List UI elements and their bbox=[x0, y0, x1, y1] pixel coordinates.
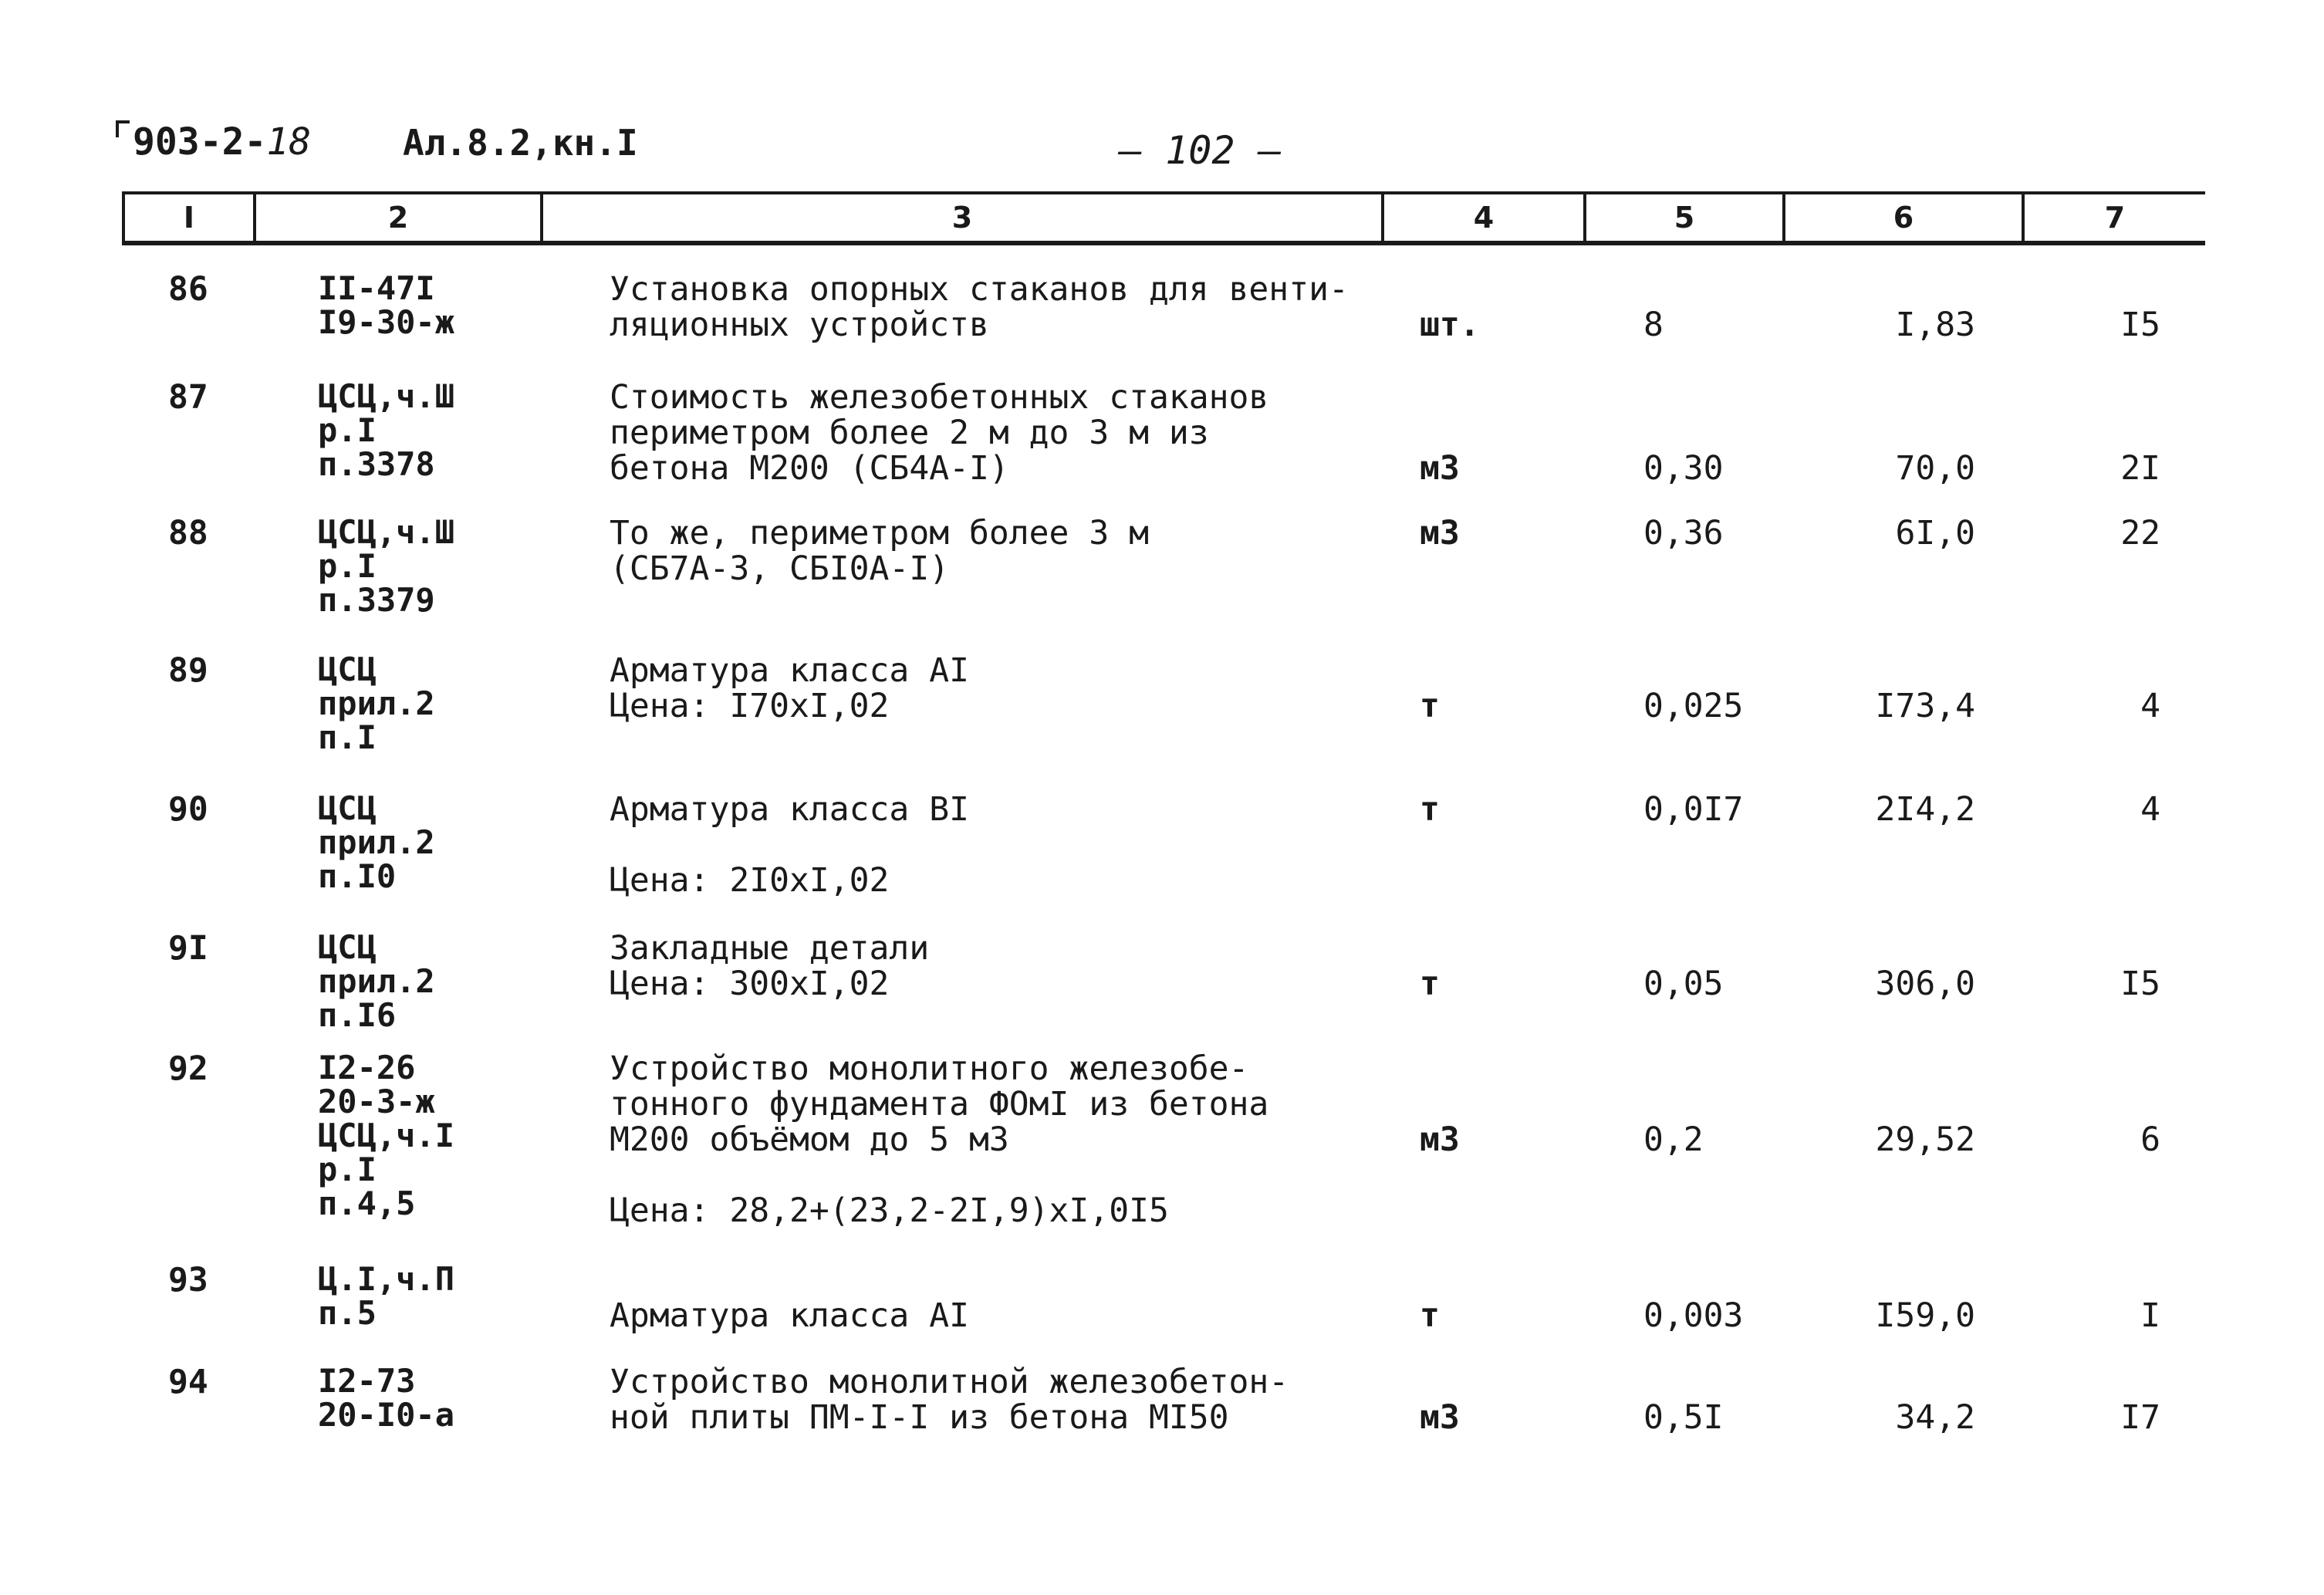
work-description bbox=[610, 1262, 969, 1333]
total-cost: 4 bbox=[2140, 790, 2160, 829]
row-number: 92 bbox=[168, 1049, 208, 1088]
unit-of-measure: м3 bbox=[1420, 1398, 1460, 1437]
reference-code bbox=[318, 928, 435, 1034]
work-description-line bbox=[610, 827, 969, 863]
reference-code-line: р.I bbox=[318, 411, 377, 449]
unit-price: I73,4 bbox=[1875, 687, 1975, 725]
work-description-line: (СБ7А-3, СБI0А-I) bbox=[610, 549, 950, 588]
quantity: 0,025 bbox=[1643, 687, 1744, 725]
row-number: 86 bbox=[168, 270, 208, 309]
column-header-6: 6 bbox=[1782, 194, 2022, 241]
reference-code-line: 20-I0-а bbox=[318, 1396, 455, 1434]
work-description-line bbox=[610, 1262, 969, 1298]
column-header-7: 7 bbox=[2022, 194, 2205, 241]
reference-code-line: р.I bbox=[318, 1151, 377, 1188]
doc-code-text: 903-2- bbox=[133, 120, 267, 164]
quantity: 0,2 bbox=[1643, 1120, 1704, 1159]
unit-price: I,83 bbox=[1895, 306, 1975, 344]
reference-code-line: прил.2 bbox=[318, 684, 435, 722]
work-description-line: Стоимость железобетонных стаканов bbox=[610, 378, 1269, 417]
reference-code-line: прил.2 bbox=[318, 962, 435, 1000]
total-cost: I7 bbox=[2120, 1398, 2160, 1437]
work-description bbox=[610, 931, 929, 1002]
column-header-5: 5 bbox=[1583, 194, 1782, 241]
reference-code-line: II-47I bbox=[318, 269, 435, 307]
work-description bbox=[610, 515, 1149, 586]
reference-code-line: 20-3-ж bbox=[318, 1083, 435, 1120]
unit-price: I59,0 bbox=[1875, 1296, 1975, 1335]
doc-code-handwritten: 18 bbox=[266, 120, 312, 164]
quantity: 0,5I bbox=[1643, 1398, 1724, 1437]
work-description bbox=[610, 272, 1349, 343]
reference-code bbox=[318, 789, 435, 895]
work-description-line: Установка опорных стаканов для венти- bbox=[610, 270, 1349, 309]
reference-code bbox=[318, 1364, 454, 1432]
reference-code bbox=[318, 377, 455, 483]
work-description-line: ной плиты ПМ-I-I из бетона МI50 bbox=[610, 1398, 1229, 1437]
unit-price: 34,2 bbox=[1895, 1398, 1975, 1437]
reference-code-line: ЦСЦ bbox=[318, 789, 377, 827]
unit-price: 2I4,2 bbox=[1875, 790, 1975, 829]
reference-code-line: I9-30-ж bbox=[318, 303, 455, 341]
row-number: 90 bbox=[168, 790, 208, 829]
unit-of-measure: т bbox=[1420, 965, 1440, 1003]
reference-code-line: п.5 bbox=[318, 1294, 377, 1332]
work-description bbox=[610, 792, 969, 898]
reference-code-line: р.I bbox=[318, 547, 377, 585]
unit-price: 29,52 bbox=[1875, 1120, 1975, 1159]
unit-of-measure: т bbox=[1420, 790, 1440, 829]
total-cost: 4 bbox=[2140, 687, 2160, 725]
quantity: 0,36 bbox=[1643, 514, 1724, 553]
reference-code-line: ЦСЦ,ч.Ш bbox=[318, 377, 455, 415]
reference-code bbox=[318, 515, 454, 617]
unit-of-measure: шт. bbox=[1420, 306, 1480, 344]
quantity: 0,30 bbox=[1643, 449, 1724, 488]
reference-code-line: п.I6 bbox=[318, 996, 397, 1034]
work-description-line bbox=[610, 1157, 1268, 1193]
work-description-line: Цена: 300хI,02 bbox=[610, 965, 890, 1003]
unit-of-measure: м3 bbox=[1420, 449, 1460, 488]
reference-code-line: ЦСЦ,ч.I bbox=[318, 1117, 455, 1154]
reference-code-line: I2-73 bbox=[318, 1362, 416, 1400]
reference-code-line: п.I0 bbox=[318, 857, 397, 895]
work-description-line: Цена: I70хI,02 bbox=[610, 687, 890, 725]
unit-of-measure: т bbox=[1420, 1296, 1440, 1335]
work-description-line: Устройство монолитного железобе- bbox=[610, 1049, 1249, 1088]
total-cost: I bbox=[2140, 1296, 2160, 1335]
reference-code-line: п.4,5 bbox=[318, 1184, 416, 1222]
work-description-line: Цена: 28,2+(23,2-2I,9)хI,0I5 bbox=[610, 1191, 1169, 1230]
reference-code bbox=[318, 653, 435, 755]
row-number: 93 bbox=[168, 1261, 208, 1299]
work-description bbox=[610, 653, 969, 724]
work-description bbox=[610, 1051, 1268, 1228]
unit-of-measure: м3 bbox=[1420, 1120, 1460, 1159]
album-ref: Ал.8.2,кн.I bbox=[403, 122, 638, 164]
total-cost: 2I bbox=[2120, 449, 2160, 488]
reference-code-line: Ц.I,ч.П bbox=[318, 1260, 455, 1298]
row-number: 89 bbox=[168, 651, 208, 690]
page-number: — 102 — bbox=[1119, 128, 1282, 173]
row-number: 88 bbox=[168, 514, 208, 553]
column-header-3: 3 bbox=[540, 194, 1381, 241]
reference-code-line: п.I bbox=[318, 718, 377, 756]
unit-of-measure: т bbox=[1420, 687, 1440, 725]
work-description-line: периметром более 2 м до 3 м из bbox=[610, 414, 1209, 452]
work-description-line: То же, периметром более 3 м bbox=[610, 514, 1149, 553]
work-description-line: Арматура класса АI bbox=[610, 1296, 969, 1335]
row-number: 87 bbox=[168, 378, 208, 417]
row-number: 9I bbox=[168, 929, 208, 968]
quantity: 0,05 bbox=[1643, 965, 1724, 1003]
reference-code-line: I2-26 bbox=[318, 1049, 416, 1086]
work-description-line: Арматура класса АI bbox=[610, 651, 969, 690]
total-cost: 22 bbox=[2120, 514, 2160, 553]
unit-of-measure: м3 bbox=[1420, 514, 1460, 553]
total-cost: I5 bbox=[2120, 306, 2160, 344]
reference-code bbox=[318, 1262, 454, 1330]
corner-mark bbox=[116, 120, 130, 137]
work-description-line: Закладные детали bbox=[610, 929, 930, 968]
work-description-line: Арматура класса ВI bbox=[610, 790, 969, 829]
quantity: 0,0I7 bbox=[1643, 790, 1744, 829]
unit-price: 306,0 bbox=[1875, 965, 1975, 1003]
unit-price: 70,0 bbox=[1895, 449, 1975, 488]
column-header-row bbox=[122, 191, 2205, 245]
column-header-4: 4 bbox=[1381, 194, 1583, 241]
work-description bbox=[610, 1364, 1289, 1435]
row-number: 94 bbox=[168, 1363, 208, 1401]
reference-code-line: прил.2 bbox=[318, 823, 435, 861]
work-description-line: Цена: 2I0хI,02 bbox=[610, 861, 890, 900]
work-description bbox=[610, 380, 1268, 486]
doc-code bbox=[133, 120, 312, 164]
work-description-line: ляционных устройств bbox=[610, 306, 989, 344]
column-header-1: I bbox=[122, 194, 253, 241]
reference-code-line: ЦСЦ bbox=[318, 651, 377, 688]
reference-code-line: п.3379 bbox=[318, 581, 435, 619]
work-description-line: Устройство монолитной железобетон- bbox=[610, 1363, 1289, 1401]
column-header-2: 2 bbox=[253, 194, 540, 241]
reference-code-line: ЦСЦ bbox=[318, 928, 377, 966]
total-cost: I5 bbox=[2120, 965, 2160, 1003]
work-description-line: М200 объёмом до 5 м3 bbox=[610, 1120, 1009, 1159]
quantity: 0,003 bbox=[1643, 1296, 1744, 1335]
work-description-line: тонного фундамента ФОмI из бетона bbox=[610, 1085, 1269, 1124]
work-description-line: бетона М200 (СБ4А-I) bbox=[610, 449, 1009, 488]
reference-code-line: ЦСЦ,ч.Ш bbox=[318, 513, 455, 551]
reference-code bbox=[318, 1051, 454, 1221]
total-cost: 6 bbox=[2140, 1120, 2160, 1159]
quantity: 8 bbox=[1643, 306, 1664, 344]
reference-code-line: п.3378 bbox=[318, 445, 435, 483]
unit-price: 6I,0 bbox=[1895, 514, 1975, 553]
reference-code bbox=[318, 269, 455, 341]
